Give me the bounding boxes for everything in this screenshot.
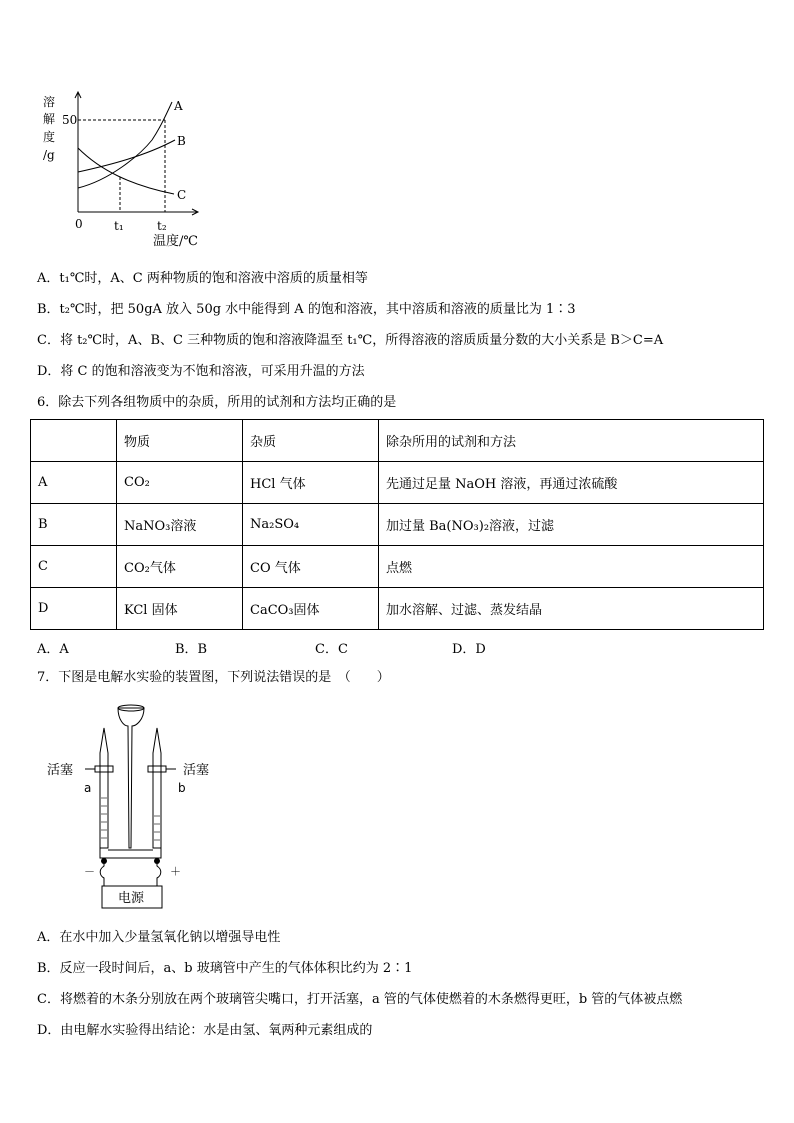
tube-a-label: a [84,781,92,795]
q6-option-d: D．D [452,642,486,657]
right-electrode [154,858,160,864]
table-row [31,504,764,546]
q5-option-c: C．将 t₂℃时，A、B、C 三种物质的饱和溶液降温至 t₁℃，所得溶液的溶质质量分数的大小关系是 B＞C=A [37,333,664,348]
q6-option-c: C．C [315,642,348,657]
x-tick-t2: t₂ [157,219,167,233]
q7-option-c: C．将燃着的木条分别放在两个玻璃管尖嘴口，打开活塞，a 管的气体使燃着的木条燃得更旺，b 管的气体被点燃 [37,992,683,1007]
x-tick-t1: t₁ [114,219,124,233]
q6-option-b: B．B [175,642,208,657]
y-label-2: 解 [43,112,56,126]
table-cell: D [31,588,117,630]
right-valve [148,766,166,772]
table-header-cell: 除杂所用的试剂和方法 [379,420,764,462]
q7-option-b: B．反应一段时间后，a、b 玻璃管中产生的气体体积比约为 2∶1 [37,961,413,976]
solubility-chart [40,90,220,250]
curve-label-b: B [177,134,186,148]
table-cell: Na₂SO₄ [243,504,379,546]
curve-c [78,148,174,194]
curve-label-a: A [174,99,183,113]
table-cell: C [31,546,117,588]
curve-b [78,140,175,172]
left-valve [95,766,113,772]
y-label-3: 度 [43,130,56,144]
curve-a [78,102,172,188]
table-header-cell [31,420,117,462]
table-cell: CO₂ [117,462,243,504]
funnel [118,708,144,848]
table-cell: 点燃 [379,546,764,588]
table-row [31,588,764,630]
curve-label-c: C [177,188,187,202]
table-cell: CO 气体 [243,546,379,588]
y-tick-50: 50 [62,113,78,127]
q5-option-d: D．将 C 的饱和溶液变为不饱和溶液，可采用升温的方法 [37,364,365,379]
origin-label: 0 [75,217,83,231]
right-tube [153,728,161,848]
q6-table [30,419,764,630]
left-valve-label: 活塞 [47,763,74,778]
electrolysis-apparatus [40,698,240,913]
left-electrode [101,858,107,864]
table-header-cell: 杂质 [243,420,379,462]
table-cell: NaNO₃溶液 [117,504,243,546]
y-label-4: /g [43,148,55,162]
table-row [31,462,764,504]
q5-option-b: B．t₂℃时，把 50gA 放入 50g 水中能得到 A 的饱和溶液，其中溶质和溶液的质量比为 1∶3 [37,302,576,317]
table-cell: B [31,504,117,546]
power-label: 电源 [118,891,145,906]
table-header-cell: 物质 [117,420,243,462]
plus-label: ＋ [170,865,181,878]
table-cell: 先通过足量 NaOH 溶液，再通过浓硫酸 [379,462,764,504]
minus-label: － [84,865,95,878]
tube-b-label: b [178,781,186,795]
table-cell: A [31,462,117,504]
table-cell: 加水溶解、过滤、蒸发结晶 [379,588,764,630]
table-cell: HCl 气体 [243,462,379,504]
q6-option-a: A．A [37,642,69,657]
x-axis-label: 温度/℃ [153,234,198,249]
q7-option-d: D．由电解水实验得出结论：水是由氢、氧两种元素组成的 [37,1023,373,1038]
table-cell: KCl 固体 [117,588,243,630]
q7-stem: 7．下图是电解水实验的装置图，下列说法错误的是 （ ） [37,670,390,685]
table-cell: CaCO₃固体 [243,588,379,630]
q7-option-a: A．在水中加入少量氢氧化钠以增强导电性 [37,930,281,945]
table-row [31,546,764,588]
table-cell: 加过量 Ba(NO₃)₂溶液，过滤 [379,504,764,546]
q6-stem: 6．除去下列各组物质中的杂质，所用的试剂和方法均正确的是 [37,395,397,410]
table-cell: CO₂气体 [117,546,243,588]
right-valve-label: 活塞 [183,763,210,778]
q5-option-a: A．t₁℃时，A、C 两种物质的饱和溶液中溶质的质量相等 [37,271,368,286]
y-label-1: 溶 [43,95,56,109]
table-header-row [31,420,764,462]
